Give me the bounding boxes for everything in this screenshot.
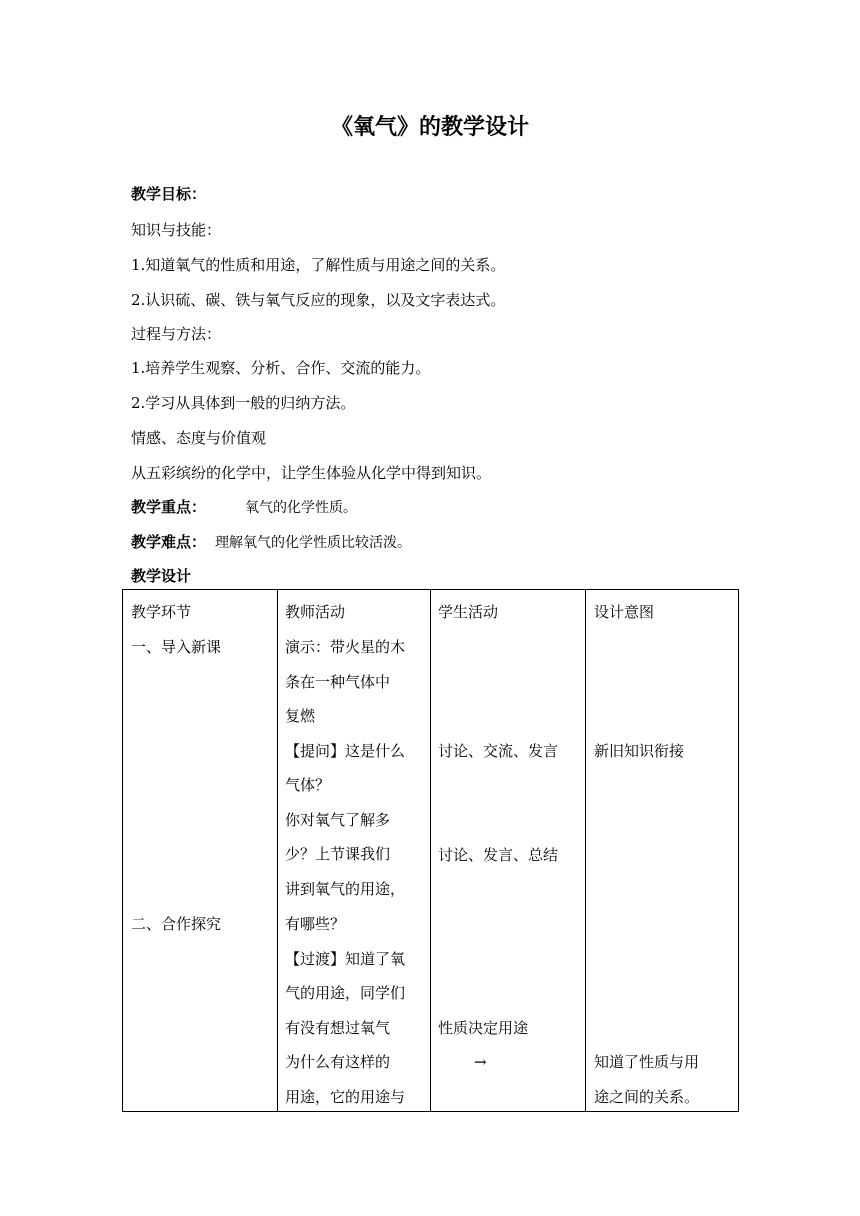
cell-line: 【过渡】知道了氧 (285, 950, 406, 968)
cell-line: 有哪些？ (285, 915, 346, 933)
key-point-label: 教学重点： (131, 498, 207, 516)
column-header: 教学环节 (131, 603, 192, 621)
knowledge-item: 2.认识硫、碳、铁与氧气反应的现象，以及文字表达式。 (131, 291, 506, 309)
emotion-heading: 情感、态度与价值观 (131, 429, 267, 447)
design-heading: 教学设计 (131, 567, 192, 585)
cell-line: 有没有想过氧气 (285, 1019, 391, 1037)
design-intent-cell (586, 590, 739, 1112)
cell-line: 用途，它的用途与 (285, 1088, 406, 1106)
teaching-design-table (122, 589, 739, 1112)
cell-line: 条在一种气体中 (285, 673, 391, 691)
difficulty-label: 教学难点： (131, 533, 207, 551)
teaching-stage-cell (123, 590, 278, 1112)
cell-line: 新旧知识衔接 (594, 742, 685, 760)
cell-line: 为什么有这样的 (285, 1053, 391, 1071)
process-item: 2.学习从具体到一般的归纳方法。 (131, 394, 356, 412)
stage-label: 一、导入新课 (131, 638, 222, 656)
cell-line: 性质决定用途 (438, 1019, 529, 1037)
cell-line: 讲到氧气的用途， (285, 880, 406, 898)
cell-line: 少？上节课我们 (285, 845, 391, 863)
cell-line: 气体？ (285, 776, 331, 794)
key-point-text: 氧气的化学性质。 (245, 500, 357, 516)
objectives-heading: 教学目标： (131, 185, 207, 203)
knowledge-heading: 知识与技能： (131, 221, 222, 239)
process-heading: 过程与方法： (131, 325, 222, 343)
emotion-text: 从五彩缤纷的化学中，让学生体验从化学中得到知识。 (131, 464, 492, 482)
difficulty-text: 理解氧气的化学性质比较活泼。 (215, 535, 411, 551)
cell-line: 演示：带火星的木 (285, 638, 406, 656)
cell-line: 讨论、交流、发言 (438, 742, 559, 760)
knowledge-item: 1.知道氧气的性质和用途，了解性质与用途之间的关系。 (131, 256, 506, 274)
cell-line: 途之间的关系。 (594, 1088, 700, 1106)
cell-line: 气的用途，同学们 (285, 984, 406, 1002)
student-activity-cell (431, 590, 586, 1112)
process-item: 1.培养学生观察、分析、合作、交流的能力。 (131, 359, 431, 377)
cell-line: 讨论、发言、总结 (438, 846, 559, 864)
teacher-activity-cell (278, 590, 431, 1112)
document-title: 《氧气》的教学设计 (330, 115, 529, 140)
cell-line: 复燃 (285, 707, 316, 725)
stage-label: 二、合作探究 (131, 915, 222, 933)
column-header: 教师活动 (285, 603, 346, 621)
column-header: 学生活动 (438, 603, 499, 621)
cell-line: 【提问】这是什么 (285, 742, 406, 760)
cell-line: 你对氧气了解多 (285, 811, 391, 829)
cell-line: 知道了性质与用 (594, 1053, 700, 1071)
arrow-icon: → (474, 1053, 487, 1071)
table-row (123, 590, 739, 1112)
column-header: 设计意图 (594, 603, 655, 621)
